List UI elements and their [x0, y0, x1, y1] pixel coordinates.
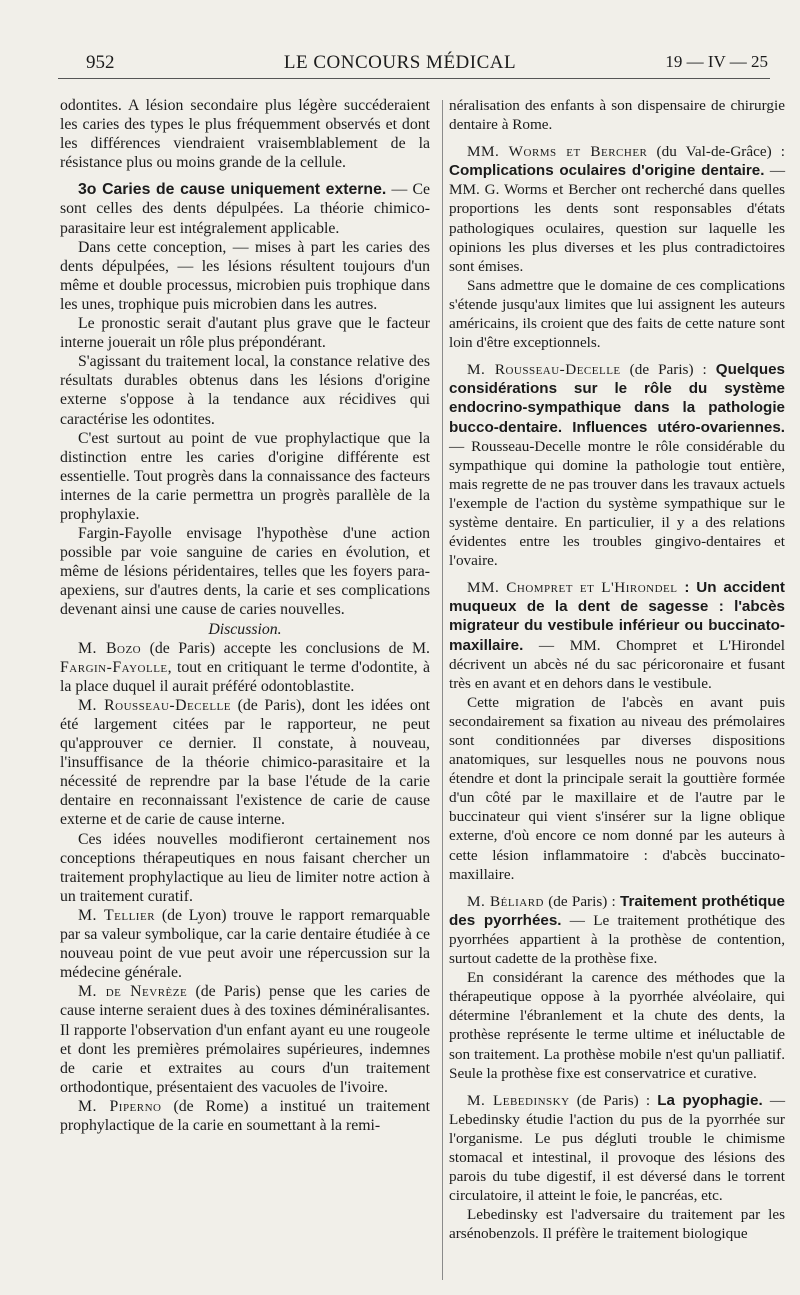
- paragraph: Fargin-Fayolle envisage l'hypothèse d'une action possible par voie sanguine de caries en évolution, et même de lésions péridentaires, telles que les foyers para-apexiens, sur d'autres dents, la carie et ses complications devenant ainsi une cause de caries nouvelles.: [60, 525, 430, 619]
- paragraph: M. Lebedinsky (de Paris) : La pyophagie. — Lebedinsky étudie l'action du pus de la pyorrhée sur l'organisme. Le pus dégluti trouble le chimisme stomacal et intestinal, il provoque des lésions des parois du tube digestif, il est déversé dans le torrent circulatoire, il atteint le foie, le pancréas, etc.: [449, 1091, 786, 1205]
- paragraph: Dans cette conception, — mises à part les caries des dents dépulpées, — les lésions résultent toujours d'un même et double processus, microbien puis trophique dans les unes, trophique puis microbien dans les autres.: [60, 238, 430, 313]
- communication-title: Traitement prothétique des pyorrhées.: [449, 892, 785, 929]
- paragraph: Sans admettre que le domaine de ces complications s'étende jusqu'aux limites que lui assignent les auteurs américains, ils croient que des faits de cette nature sont loin d'être exceptionnels.: [449, 276, 785, 352]
- paragraph: odontites. A lésion secondaire plus légère succéderaient les caries des types le plus fréquemment observés et dont les différences viendraient vraisemblablement de la résistance plus ou moins grande de la cellule.: [60, 97, 430, 172]
- paragraph: En considérant la carence des méthodes que la thérapeutique oppose à la pyorrhée alvéolaire, qui détermine l'ébranlement et la chute des dents, la prothèse représente le terme ultime et inéluctable de son traitement. La prothèse mobile n'est qu'un palliatif. Seule la prothèse fixe est conservatrice et curative.: [449, 969, 785, 1082]
- speaker-name: M. Béliard: [467, 892, 544, 910]
- paragraph: M. Tellier (de Lyon) trouve le rapport remarquable par sa valeur symbolique, car la carie dentaire étudiée à ce nouveau point de vue peut avoir une répercussion sur la médecine générale.: [60, 906, 430, 982]
- speaker-name: MM. Chompret et L'Hirondel: [467, 579, 678, 597]
- paragraph: C'est surtout au point de vue prophylactique que la distinction entre les caries d'origine différente est essentielle. Tout progrès dans la connaissance des facteurs internes de la carie permettra un progrès parallèle de la prophylaxie.: [60, 429, 430, 523]
- right-column: [449, 96, 785, 1243]
- paragraph: M. de Nevrèze (de Paris) pense que les caries de cause interne seraient dues à des toxines déminéralisantes. Il rapporte l'observation d'un enfant ayant eu une rougeole et dont les premières prémolaires supérieures, indemnes de carie et extraites au cours d'un traitement orthodontique, présentaient des vacuoles de l'ivoire.: [60, 983, 431, 1096]
- paragraph: Ces idées nouvelles modifieront certainement nos conceptions thérapeutiques en nous faisant chercher un traitement prophylactique au lieu de limiter notre action à un traitement curatif.: [60, 830, 430, 905]
- paragraph: M. Rousseau-Decelle (de Paris) : Quelques considérations sur le rôle du système endocrino-sympathique dans la pathologie bucco-dentaire. Influences utéro-ovariennes. — Rousseau-Decelle montre le rôle considérable du sympathique qui domine la pathologie tout entière, mais regrette de ne pas trouver dans les travaux actuels l'exemple de l'action du système sympathique sur le système dentaire. En particulier, il y a des relations évidentes entre les troubles gingivo-dentaires et l'ovaire.: [449, 361, 786, 570]
- header-rule: [58, 78, 770, 79]
- speaker-name: M. Lebedinsky: [467, 1091, 570, 1109]
- paragraph: M. Rousseau-Decelle (de Paris), dont les idées ont été largement citées par le rapporteur, ne peut qu'approuver ce dernier. Il constate, à nouveau, l'insuffisance de la théorie chimico-parasitaire et la nécessité de reprendre par la base l'étude de la carie dentaire en reconnaissant l'existence de carie de cause externe et de carie de cause interne.: [60, 696, 431, 829]
- issue-date: 19 — IV — 25: [665, 52, 768, 71]
- communication-title: : Un accident muqueux de la dent de sagesse : l'abcès migrateur du vestibule inférieur ou buccinato-maxillaire.: [449, 579, 785, 654]
- journal-title: LE CONCOURS MÉDICAL: [283, 52, 517, 73]
- communication-title: La pyophagie.: [657, 1091, 763, 1109]
- paragraph: Lebedinsky est l'adversaire du traitement par les arsénobenzols. Il préfère le traitement biologique: [449, 1206, 785, 1243]
- speaker-name: MM. Worms et Bercher: [467, 143, 648, 161]
- paragraph: Le pronostic serait d'autant plus grave que le facteur interne jouerait un rôle plus prépondérant.: [60, 315, 430, 352]
- paragraph: néralisation des enfants à son dispensaire de chirurgie dentaire à Rome.: [449, 97, 785, 134]
- page-number: 952: [86, 52, 115, 73]
- communication-title: Complications oculaires d'origine dentaire.: [449, 162, 765, 180]
- left-column: [60, 96, 430, 1135]
- speaker-name: M. Tellier: [78, 906, 156, 924]
- paragraph: MM. Chompret et L'Hirondel : Un accident muqueux de la dent de sagesse : l'abcès migrateur du vestibule inférieur ou buccinato-maxillaire. — MM. Chompret et L'Hirondel décrivent un abcès né du sac péricoronaire et fusant très en avant et en dehors dans le vestibule.: [449, 579, 785, 692]
- speaker-name: M. Rousseau-Decelle: [78, 696, 231, 714]
- speaker-name: M. Rousseau-Decelle: [467, 361, 621, 379]
- paragraph: M. Bozo (de Paris) accepte les conclusions de M. Fargin-Fayolle, tout en critiquant le terme d'odontite, à la place duquel il aurait préféré odontoblastite.: [60, 639, 430, 695]
- paragraph: MM. Worms et Bercher (du Val-de-Grâce) : Complications oculaires d'origine dentaire. — MM. G. Worms et Bercher ont recherché dans quelles proportions les dents sont responsables d'états pathologiques oculaires, question sur laquelle les opinions les plus diverses et les plus contradictoires sont émises.: [449, 143, 786, 275]
- speaker-name: Fargin-Fayolle: [60, 658, 168, 676]
- paragraph: S'agissant du traitement local, la constance relative des résultats durables obtenus dans les lésions d'origine externe s'oppose à la tendance aux récidives qui caractérise les odontites.: [60, 353, 430, 428]
- paragraph: 3o Caries de cause uniquement externe. — Ce sont celles des dents dépulpées. La théorie chimico-parasitaire leur est intégralement applicable.: [60, 181, 430, 237]
- paragraph: M. Béliard (de Paris) : Traitement prothétique des pyorrhées. — Le traitement prothétique des pyorrhées appartient à la prothèse de contention, surtout cadette de la prothèse fixe.: [449, 892, 785, 968]
- paragraph: M. Piperno (de Rome) a institué un traitement prophylactique de la carie en soumettant à la remi-: [60, 1097, 430, 1134]
- column-separator: [442, 100, 443, 1280]
- speaker-name: M. Bozo: [78, 639, 142, 657]
- communication-title: Quelques considérations sur le rôle du système endocrino-sympathique dans la pathologie bucco-dentaire. Influences utéro-ovariennes.: [449, 361, 786, 436]
- page-header: [0, 48, 800, 78]
- paragraph: Cette migration de l'abcès en avant puis secondairement sa fixation au niveau des prémolaires sont conditionnées par diverses dispositions anatomiques, sur lesquelles nous ne pouvons nous étendre et dont la principale serait la gouttière formée d'un côté par le maxillaire et de l'autre par le buccinateur qui vient s'insérer sur la ligne oblique externe, d'où encore ce nom donné par les auteurs à cette lésion inflammatoire : d'abcès buccinato-maxillaire.: [449, 693, 785, 883]
- speaker-name: M. de Nevrèze: [78, 983, 188, 1001]
- section-heading: 3o Caries de cause uniquement externe.: [78, 181, 387, 199]
- speaker-name: M. Piperno: [78, 1097, 162, 1115]
- discussion-heading: Discussion.: [208, 620, 282, 638]
